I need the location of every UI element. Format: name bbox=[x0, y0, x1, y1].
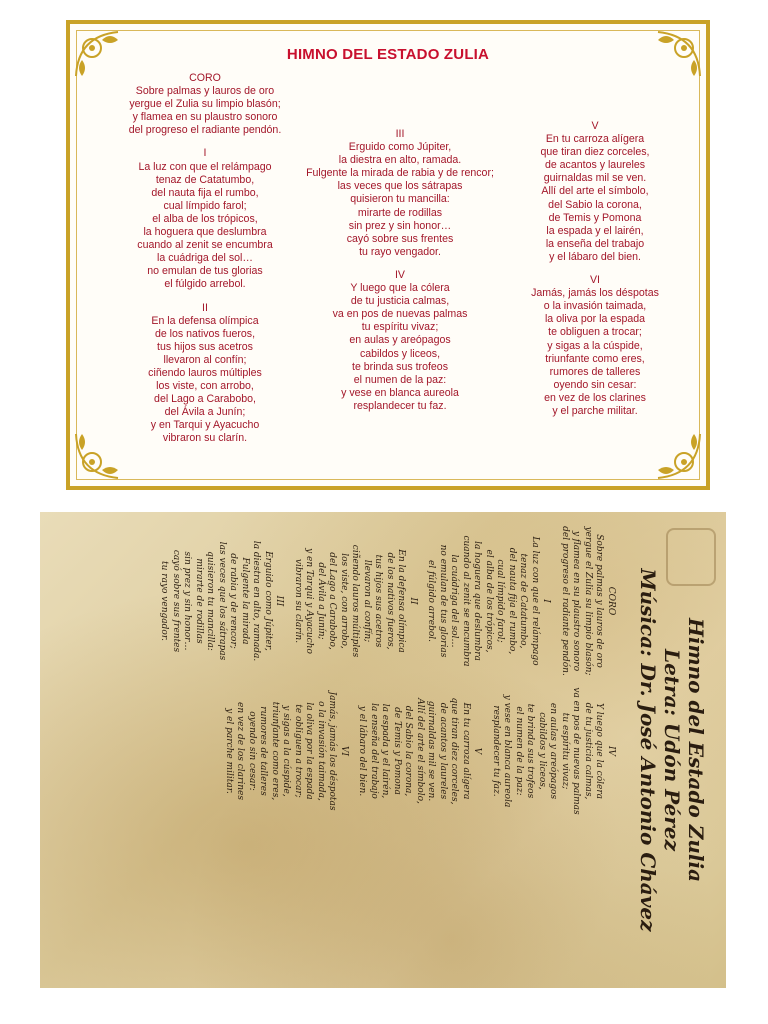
parchment-column-2 bbox=[216, 676, 617, 826]
verse-line: sin prez y sin honor… bbox=[182, 551, 193, 651]
stanza bbox=[223, 676, 350, 826]
verse-line: los viste, con arrobo, bbox=[339, 553, 349, 649]
stanza-heading: II bbox=[202, 301, 208, 314]
verse-line: ciñendo lauros múltiples bbox=[350, 544, 361, 658]
verse-line: la diestra en alto, ramada. bbox=[251, 540, 262, 662]
verse-line: en aulas y areópagos bbox=[548, 702, 559, 800]
verse-line: yergue el Zulia su limpio blasón; bbox=[129, 98, 281, 111]
verse-line: Jamás, jamás los déspotas bbox=[531, 287, 659, 300]
verse-line: o la invasión taimada, bbox=[543, 300, 647, 313]
verse-line: cabildos y liceos, bbox=[359, 347, 441, 360]
verse-line: y el parche militar. bbox=[552, 404, 638, 417]
verse-line: Allí del arte el símbolo, bbox=[415, 698, 425, 804]
verse-line: del Lago a Carabobo, bbox=[327, 552, 338, 650]
verse-line: no emulan de tus glorias bbox=[438, 544, 448, 658]
verse-line: en aulas y areópagos bbox=[349, 334, 451, 347]
stanza bbox=[285, 269, 515, 413]
verse-line: el alba de los trópicos, bbox=[152, 212, 258, 225]
verse-column-2 bbox=[285, 128, 515, 423]
verse-line: va en pos de nuevas palmas bbox=[571, 687, 582, 815]
verse-line: ciñendo lauros múltiples bbox=[148, 366, 262, 379]
verse-line: vibraron su clarín. bbox=[293, 558, 303, 644]
verse-line: la enseña del trabajo bbox=[369, 703, 379, 799]
verse-line: Erguido como Júpiter, bbox=[348, 141, 452, 154]
verse-line: Erguido como Júpiter, bbox=[263, 551, 273, 651]
ornament-corner-icon bbox=[638, 428, 704, 484]
verse-line: La luz con que el relámpago bbox=[138, 160, 272, 173]
verse-column-3 bbox=[490, 120, 700, 428]
verse-line: la cuádriga del sol… bbox=[449, 554, 460, 648]
verse-line: tu rayo vengador. bbox=[359, 245, 441, 258]
verse-line: sin prez y sin honor… bbox=[348, 219, 452, 232]
verse-line: cayó sobre sus frentes bbox=[171, 549, 181, 653]
verse-line: Fulgente la mirada de rabia y de rencor; bbox=[306, 167, 494, 180]
verse-line: de Temis y Pomona bbox=[392, 707, 402, 795]
verse-line: la espada y el lairén, bbox=[380, 703, 391, 799]
verse-line: y flamea en su plaustro sonoro bbox=[571, 530, 582, 672]
title-line: Himno del Estado Zulia bbox=[684, 617, 708, 883]
verse-line: las veces que los sátrapas bbox=[217, 541, 227, 661]
stanza bbox=[490, 120, 700, 264]
verse-line: de Temis y Pomona bbox=[548, 211, 642, 224]
verse-line: de acantos y laureles bbox=[544, 159, 646, 172]
rotated-content bbox=[40, 512, 726, 988]
parchment-page bbox=[40, 512, 726, 988]
verse-line: de acantos y laureles bbox=[438, 702, 448, 800]
verse-line: llevaron al confín; bbox=[163, 353, 247, 366]
verse-line: te brinda sus trofeos bbox=[525, 703, 536, 799]
stanza bbox=[292, 526, 419, 676]
verse-line: te obliguen a trocar; bbox=[293, 704, 303, 798]
stanza bbox=[356, 676, 483, 826]
stanza bbox=[100, 72, 310, 137]
verse-line: Allí del arte el símbolo, bbox=[541, 185, 649, 198]
verse-line: y el lábaro del bien. bbox=[357, 705, 368, 797]
verse-line: y el parche militar. bbox=[224, 708, 234, 794]
verse-line: triunfante como eres, bbox=[545, 352, 645, 365]
verse-line: guirnaldas mil se ven. bbox=[543, 172, 647, 185]
verse-line: y sigas a la cúspide, bbox=[547, 339, 643, 352]
verse-line: tus hijos sus acetros bbox=[373, 554, 384, 648]
verse-line: rumores de talleres bbox=[258, 706, 269, 796]
verse-line: cabildos y liceos, bbox=[537, 712, 547, 790]
verse-line: tenaz de Catatumbo, bbox=[518, 553, 529, 649]
verse-line: llevaron al confín; bbox=[362, 559, 372, 643]
verse-line: guirnaldas mil se ven. bbox=[426, 700, 437, 802]
stanza-heading: I bbox=[541, 599, 552, 603]
stanza-heading: V bbox=[472, 747, 483, 755]
verse-line: de los nativos fueros, bbox=[385, 552, 395, 650]
verse-line: tu espíritu vivaz; bbox=[560, 712, 570, 790]
stanza bbox=[285, 128, 515, 259]
verse-line: la enseña del trabajo bbox=[545, 237, 645, 250]
verse-line: y sigas a la cúspide, bbox=[281, 705, 292, 797]
verse-line: de tu justicia calmas, bbox=[350, 295, 450, 308]
verse-line: en vez de los clarines bbox=[544, 391, 646, 404]
verse-line: Y luego que la cólera bbox=[594, 702, 605, 800]
verse-line: triunfante como eres, bbox=[270, 701, 280, 801]
verse-line: En la defensa olímpica bbox=[396, 549, 407, 653]
verse-line: mirarte de rodillas bbox=[357, 206, 443, 219]
verse-line: en vez de los clarines bbox=[235, 702, 246, 800]
verse-line: Y luego que la cólera bbox=[350, 282, 450, 295]
verse-line: el alba de los trópicos, bbox=[484, 549, 494, 653]
verse-line: los viste, con arrobo, bbox=[156, 380, 254, 393]
stanza bbox=[425, 526, 552, 676]
verse-line: cual límpido farol; bbox=[495, 559, 506, 643]
stanza-heading: VI bbox=[589, 274, 600, 287]
verse-line: tenaz de Catatumbo, bbox=[155, 173, 255, 186]
verse-line: oyendo sin cesar: bbox=[553, 378, 637, 391]
verse-line: del Sabio la corona, bbox=[548, 198, 642, 211]
stanza bbox=[490, 676, 617, 826]
verse-column-1 bbox=[100, 72, 310, 456]
verse-line: y el lábaro del bien. bbox=[549, 250, 641, 263]
verse-line: Sobre palmas y lauros de oro bbox=[594, 534, 605, 668]
verse-line: rumores de talleres bbox=[549, 365, 641, 378]
verse-line: y vese en blanca aureola bbox=[502, 694, 513, 808]
verse-line: el numen de la paz: bbox=[353, 373, 447, 386]
anthem-title: HIMNO DEL ESTADO ZULIA bbox=[286, 46, 490, 63]
stanza-heading: VI bbox=[339, 745, 349, 757]
verse-line: de tu justicia calmas, bbox=[583, 702, 593, 800]
verse-line: oyendo sin cesar: bbox=[247, 711, 257, 791]
verse-line: En tu carroza alígera bbox=[545, 133, 645, 146]
verse-line: resplandecer tu faz. bbox=[353, 399, 447, 412]
verse-line: te brinda sus trofeos bbox=[352, 360, 448, 373]
verse-line: la diestra en alto, ramada. bbox=[338, 154, 462, 167]
stanza-heading: CORO bbox=[606, 586, 616, 616]
verse-line: del Ávila a Junín; bbox=[316, 562, 326, 640]
verse-line: la hoguera que deslumbra bbox=[472, 541, 483, 661]
stanza bbox=[158, 526, 285, 676]
stanza-heading: III bbox=[274, 595, 285, 607]
verse-line: quisieron tu mancilla: bbox=[350, 193, 450, 206]
verse-line: no emulan de tus glorias bbox=[147, 265, 263, 278]
verse-line: te obliguen a trocar; bbox=[548, 326, 642, 339]
verse-line: cuando al zenit se encumbra bbox=[461, 535, 471, 667]
verse-line: quisieron tu mancilla: bbox=[205, 551, 216, 651]
verse-line: cayó sobre sus frentes bbox=[346, 232, 454, 245]
verse-line: mirarte de rodillas bbox=[194, 558, 204, 644]
verse-line: el numen de la paz: bbox=[514, 706, 524, 796]
stanza bbox=[559, 526, 617, 676]
verse-line: el fúlgido arrebol. bbox=[426, 560, 437, 642]
verse-line: del Sabio la corona, bbox=[403, 705, 414, 797]
verse-line: del nauta fija el rumbo, bbox=[151, 186, 259, 199]
verse-line: tus hijos sus acetros bbox=[157, 340, 253, 353]
parchment-title bbox=[636, 512, 708, 988]
stanza-heading: I bbox=[203, 147, 207, 160]
verse-line: o la invasión taimada, bbox=[316, 701, 326, 801]
verse-line: la hoguera que deslumbra bbox=[143, 226, 267, 239]
stanza-heading: IV bbox=[606, 745, 616, 757]
verse-line: las veces que los sátrapas bbox=[337, 180, 463, 193]
verse-line: la cuádriga del sol… bbox=[157, 252, 253, 265]
verse-line: del progreso el radiante pendón. bbox=[128, 124, 282, 137]
verse-line: la espada y el lairén, bbox=[546, 224, 644, 237]
verse-line: Fulgente la mirada bbox=[240, 557, 250, 645]
verse-line: En la defensa olímpica bbox=[151, 314, 259, 327]
verse-line: En tu carroza alígera bbox=[461, 702, 471, 800]
verse-line: cual límpido farol; bbox=[163, 199, 247, 212]
anthem-card bbox=[66, 20, 710, 490]
stanza-heading: CORO bbox=[189, 72, 221, 84]
stanza-heading: V bbox=[591, 120, 599, 132]
verse-line: el fúlgido arrebol. bbox=[164, 278, 246, 291]
verse-line: del Ávila a Junín; bbox=[164, 406, 246, 419]
verse-line: tu rayo vengador. bbox=[159, 561, 170, 641]
verse-line: de los nativos fueros, bbox=[154, 327, 256, 340]
verse-line: Sobre palmas y lauros de oro bbox=[135, 85, 275, 98]
lyricist-line: Letra: Udón Pérez bbox=[660, 649, 684, 851]
parchment-column-1 bbox=[151, 526, 616, 676]
verse-line: del progreso el radiante pendón. bbox=[560, 526, 570, 676]
verse-line: yergue el Zulia su limpio blasón; bbox=[583, 526, 593, 676]
verse-line: va en pos de nuevas palmas bbox=[332, 308, 468, 321]
verse-line: del nauta fija el rumbo, bbox=[507, 547, 517, 655]
verse-line: que tiran diez corceles, bbox=[449, 697, 460, 805]
verse-line: la oliva por la espada bbox=[544, 313, 646, 326]
stanza bbox=[100, 147, 310, 291]
stanza bbox=[490, 274, 700, 418]
verse-line: La luz con que el relámpago bbox=[530, 536, 540, 666]
stanza-heading: II bbox=[408, 597, 418, 605]
verse-line: vibraron su clarín. bbox=[162, 432, 248, 445]
verse-line: y en Tarqui y Ayacucho bbox=[304, 548, 315, 654]
verse-line: de rabia y de rencor; bbox=[228, 553, 239, 649]
verse-line: del Lago a Carabobo, bbox=[154, 393, 256, 406]
verse-line: y flamea en su plaustro sonoro bbox=[132, 111, 278, 124]
verse-line: que tiran diez corceles, bbox=[540, 146, 650, 159]
verse-line: la oliva por la espada bbox=[304, 702, 315, 800]
composer-line: Música: Dr. José Antonio Chávez bbox=[636, 568, 660, 932]
stanza bbox=[100, 302, 310, 446]
verse-line: cuando al zenit se encumbra bbox=[137, 239, 273, 252]
verse-line: y en Tarqui y Ayacucho bbox=[150, 419, 260, 432]
stanza-heading: IV bbox=[394, 268, 405, 281]
stanza-heading: III bbox=[395, 128, 405, 140]
verse-line: tu espíritu vivaz; bbox=[361, 321, 439, 334]
verse-line: y vese en blanca aureola bbox=[341, 386, 459, 399]
verse-line: resplandecer tu faz. bbox=[491, 705, 501, 797]
verse-line: Jamás, jamás los déspotas bbox=[327, 691, 338, 811]
